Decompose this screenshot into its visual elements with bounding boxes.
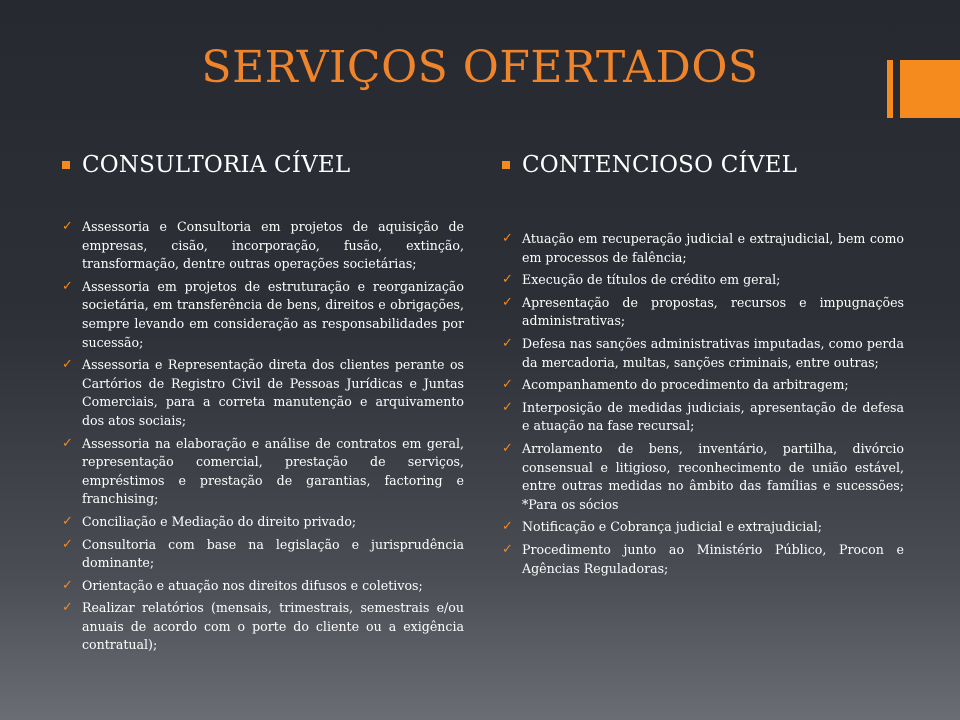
square-bullet-icon [62, 161, 70, 169]
list-item-text: Execução de títulos de crédito em geral; [522, 272, 781, 288]
list-item [62, 536, 464, 573]
consultoria-column [62, 148, 464, 659]
square-bullet-icon [502, 161, 510, 169]
list-item-text: Assessoria em projetos de estruturação e reorganização societária, em transferência de bens, direitos e obrigações, sempre levando em consideração as responsabilidades por sucessão; [82, 278, 464, 350]
list-item-text: Arrolamento de bens, inventário, partilha, divórcio consensual e litigioso, reconhecimento de união estável, entre outras medidas no âmbito das famílias e sucessões; *Para os sócios [522, 440, 904, 512]
contencioso-heading [502, 148, 904, 182]
checkmark-icon: ✓ [62, 577, 73, 593]
list-item [62, 599, 464, 655]
list-item [62, 435, 464, 509]
list-item [502, 335, 904, 372]
contencioso-list [502, 230, 904, 578]
checkmark-icon: ✓ [502, 440, 513, 456]
checkmark-icon: ✓ [502, 519, 513, 535]
list-item [62, 278, 464, 352]
checkmark-icon: ✓ [502, 294, 513, 310]
list-item [62, 218, 464, 274]
checkmark-icon: ✓ [502, 541, 513, 557]
list-item-text: Orientação e atuação nos direitos difusos e coletivos; [82, 577, 423, 593]
accent-bar-thick [900, 60, 960, 118]
checkmark-icon: ✓ [62, 219, 73, 234]
slide-title: SERVIÇOS OFERTADOS [201, 42, 759, 93]
list-item-text: Atuação em recuperação judicial e extrajudicial, bem como em processos de falência; [522, 231, 904, 265]
checkmark-icon: ✓ [62, 435, 73, 451]
list-item-text: Procedimento junto ao Ministério Público, Procon e Agências Reguladoras; [522, 541, 904, 576]
list-item-text: Assessoria na elaboração e análise de contratos em geral, representação comercial, prestação de serviços, empréstimos e prestação de garantias, factoring e franchising; [82, 435, 464, 507]
list-item-text: Interposição de medidas judiciais, apresentação de defesa e atuação na fase recursal; [522, 399, 904, 434]
list-item [62, 356, 464, 430]
list-item-text: Realizar relatórios (mensais, trimestrais, semestrais e/ou anuais de acordo com o porte do cliente ou a exigência contratual); [82, 600, 464, 653]
checkmark-icon: ✓ [62, 600, 73, 616]
list-item-text: Assessoria e Consultoria em projetos de aquisição de empresas, cisão, incorporação, fusão, extinção, transformação, dentre outras operações societárias; [82, 219, 464, 272]
list-item [502, 271, 904, 290]
checkmark-icon: ✓ [62, 513, 73, 529]
list-item-text: Conciliação e Mediação do direito privado; [82, 513, 357, 529]
checkmark-icon: ✓ [502, 335, 513, 351]
list-item [502, 230, 904, 267]
checkmark-icon: ✓ [502, 272, 513, 288]
list-item [502, 294, 904, 331]
consultoria-heading [62, 148, 464, 182]
list-item-text: Acompanhamento do procedimento da arbitragem; [522, 377, 849, 393]
contencioso-heading-text: CONTENCIOSO CÍVEL [522, 152, 798, 178]
list-item-text: Consultoria com base na legislação e jurisprudência dominante; [82, 536, 464, 571]
list-item-text: Defesa nas sanções administrativas imputadas, como perda da mercadoria, multas, sanções criminais, entre outras; [522, 335, 904, 370]
list-item-text: Notificação e Cobrança judicial e extrajudicial; [522, 519, 823, 535]
list-item [62, 513, 464, 532]
list-item [502, 440, 904, 514]
accent-bar-thin [887, 60, 893, 118]
checkmark-icon: ✓ [502, 377, 513, 393]
checkmark-icon: ✓ [62, 536, 73, 552]
contencioso-column [502, 148, 904, 582]
list-item-text: Apresentação de propostas, recursos e impugnações administrativas; [522, 294, 904, 329]
list-item [502, 376, 904, 395]
checkmark-icon: ✓ [502, 231, 513, 246]
list-item [62, 577, 464, 596]
list-item [502, 399, 904, 436]
consultoria-list [62, 218, 464, 655]
checkmark-icon: ✓ [62, 357, 73, 373]
checkmark-icon: ✓ [502, 399, 513, 415]
list-item [502, 518, 904, 537]
list-item [502, 541, 904, 578]
checkmark-icon: ✓ [62, 278, 73, 294]
consultoria-heading-text: CONSULTORIA CÍVEL [82, 152, 351, 178]
list-item-text: Assessoria e Representação direta dos clientes perante os Cartórios de Registro Civil de Pessoas Jurídicas e Juntas Comerciais, para a correta manutenção e arquivamento dos atos sociais; [82, 357, 464, 428]
